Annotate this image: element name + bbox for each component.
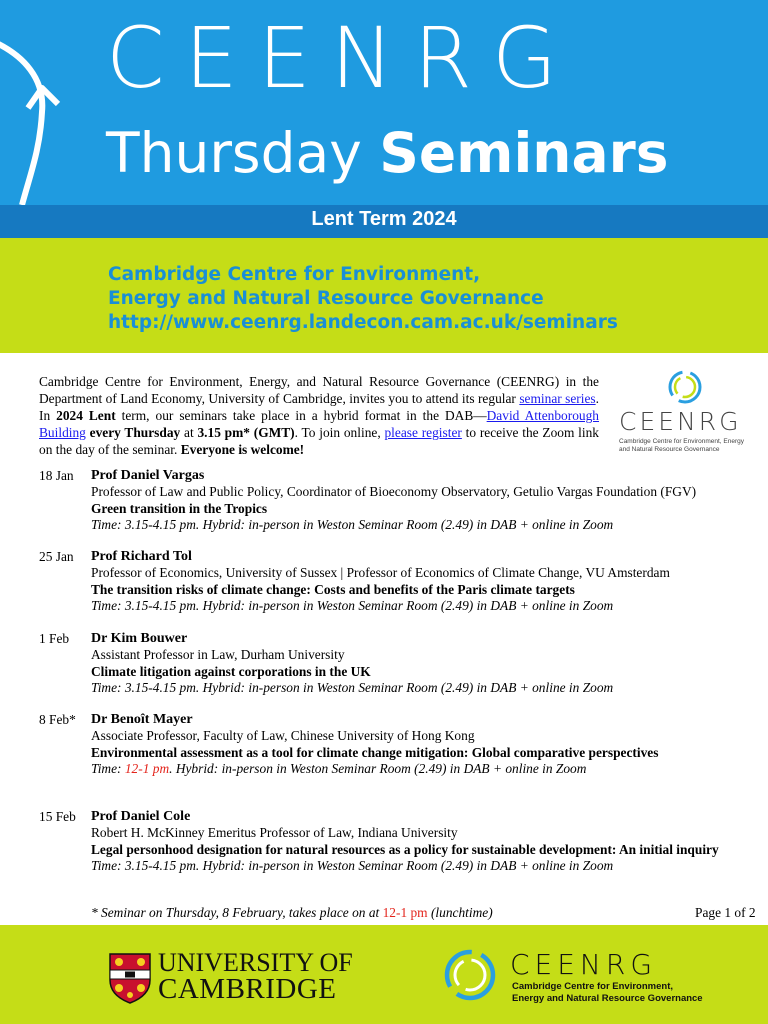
seminar-date: 15 Feb <box>39 809 76 824</box>
cambridge-shield-icon <box>108 952 152 1004</box>
seminar-time: Time: 12-1 pm. Hybrid: in-person in Weston Seminar Room (2.49) in DAB + online in Zoom <box>91 761 587 777</box>
seminar-title: Legal personhood designation for natural resources as a policy for sustainable development: An initial inquiry <box>91 841 719 857</box>
seminar-date: 1 Feb <box>39 631 70 646</box>
seminar-time: Time: 3.15-4.15 pm. Hybrid: in-person in Weston Seminar Room (2.49) in DAB + online in Zoom <box>91 680 614 696</box>
uni-line-1: UNIVERSITY OF <box>158 948 353 977</box>
intro-time: 3.15 pm* (GMT) <box>197 425 295 440</box>
series-title <box>106 121 669 185</box>
seminar-date: 25 Jan <box>39 549 74 564</box>
intro-every-thursday: every Thursday <box>85 425 181 440</box>
intro-text-7: to receive the Zoom link on the day of the seminar. <box>39 425 599 457</box>
seminar-affiliation: Professor of Economics, University of Sussex | Professor of Economics of Climate Change, VU Amsterdam <box>91 565 670 581</box>
side-logo-word: CEENRG <box>619 407 742 436</box>
seminar-affiliation: Professor of Law and Public Policy, Coordinator of Bioeconomy Observatory, Getulio Vargas Foundation (FGV) <box>91 484 697 500</box>
seminar-date: 8 Feb* <box>39 712 76 727</box>
footer-sub-line-1: Cambridge Centre for Environment, <box>512 981 673 992</box>
footer-ceenrg-subtitle <box>512 981 703 1005</box>
seminar-series-link[interactable]: seminar series <box>519 391 596 406</box>
seminar-date: 18 Jan <box>39 468 74 483</box>
intro-text-2: . In <box>39 391 599 423</box>
footnote: * Seminar on Thursday, 8 February, takes place on at 12-1 pm (lunchtime) <box>91 905 493 920</box>
org-block <box>108 263 618 335</box>
intro-text-6: . To join online, <box>294 425 385 440</box>
org-line-1: Cambridge Centre for Environment, <box>108 264 481 285</box>
seminar-time: Time: 3.15-4.15 pm. Hybrid: in-person in Weston Seminar Room (2.49) in DAB + online in Zoom <box>91 858 614 874</box>
ceenrg-circle-logo-icon <box>615 367 745 407</box>
university-logo-text <box>158 948 353 1005</box>
seminar-title: Environmental assessment as a tool for climate change mitigation: Global comparative perspectives <box>91 744 659 760</box>
brand-title: CEENRG <box>106 9 578 107</box>
intro-text-3: term, our seminars take place in a hybrid format in the DAB— <box>115 408 487 423</box>
seminar-speaker: Dr Benoît Mayer <box>91 712 193 727</box>
seminar-speaker: Prof Daniel Cole <box>91 809 191 824</box>
seminar-speaker: Prof Richard Tol <box>91 549 192 564</box>
register-link[interactable]: please register <box>384 425 462 440</box>
intro-paragraph <box>39 373 599 458</box>
intro-welcome: Everyone is welcome! <box>180 442 305 457</box>
seminar-affiliation: Robert H. McKinney Emeritus Professor of Law, Indiana University <box>91 825 458 841</box>
intro-term: 2024 Lent <box>56 408 116 423</box>
seminar-affiliation: Associate Professor, Faculty of Law, Chinese University of Hong Kong <box>91 728 475 744</box>
org-line-2: Energy and Natural Resource Governance <box>108 288 544 309</box>
intro-text-1: Cambridge Centre for Environment, Energy, and Natural Resource Governance (CEENRG) in the Department of Land Economy, University of Cambridge, invites you to attend its regular <box>39 374 599 406</box>
ceenrg-footer-logo-icon <box>442 947 498 1003</box>
footer-ceenrg-word: CEENRG <box>510 948 658 981</box>
uni-line-2: CAMBRIDGE <box>158 973 337 1005</box>
seminar-title: Climate litigation against corporations in the UK <box>91 663 371 679</box>
footer-sub-line-2: Energy and Natural Resource Governance <box>512 993 703 1004</box>
seminar-speaker: Dr Kim Bouwer <box>91 631 188 646</box>
page-number: Page 1 of 2 <box>695 905 756 920</box>
header-banner <box>0 0 768 205</box>
side-logo <box>615 367 745 457</box>
series-title-thursday: Thursday <box>106 121 362 185</box>
seminar-speaker: Prof Daniel Vargas <box>91 468 205 483</box>
term-label: Lent Term 2024 <box>311 208 457 230</box>
side-logo-subtitle: Cambridge Centre for Environment, Energy and Natural Resource Governance <box>619 438 745 453</box>
seminar-title: The transition risks of climate change: Costs and benefits of the Paris climate targets <box>91 581 575 597</box>
seminar-time: Time: 3.15-4.15 pm. Hybrid: in-person in Weston Seminar Room (2.49) in DAB + online in Zoom <box>91 598 614 614</box>
seminar-affiliation: Assistant Professor in Law, Durham University <box>91 647 345 663</box>
seminar-time: Time: 3.15-4.15 pm. Hybrid: in-person in Weston Seminar Room (2.49) in DAB + online in Zoom <box>91 517 614 533</box>
building-link[interactable]: David Attenborough Building <box>39 408 599 440</box>
seminar-title: Green transition in the Tropics <box>91 500 268 516</box>
org-url[interactable]: http://www.ceenrg.landecon.cam.ac.uk/seminars <box>108 312 618 333</box>
series-title-seminars: Seminars <box>379 121 669 185</box>
intro-text-5: at <box>180 425 198 440</box>
